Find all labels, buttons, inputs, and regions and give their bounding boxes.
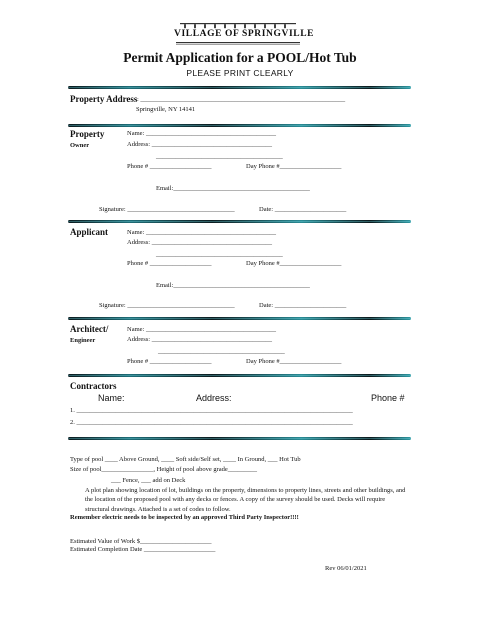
divider-bar <box>68 437 411 440</box>
applicant-signature-field[interactable]: Signature: _________________________________ <box>99 302 235 309</box>
owner-day-phone-field[interactable]: Day Phone #___________________ <box>246 163 342 170</box>
applicant-email-field[interactable]: Email:__________________________________________ <box>156 282 310 289</box>
owner-label: Property <box>70 129 105 139</box>
applicant-label: Applicant <box>70 227 109 237</box>
revision-date: Rev 06/01/2021 <box>325 565 367 572</box>
contractors-address-header: Address: <box>196 393 232 403</box>
applicant-date-field[interactable]: Date: ______________________ <box>259 302 347 309</box>
property-address-field[interactable]: : _______________________________________________________________ <box>137 96 346 103</box>
plot-plan-note: A plot plan showing location of lot, buildings on the property, dimensions to property lines, streets and other buildings, and the location of the proposed pool with any decks or fences. A copy of the survey should be used. Decks will require structural drawings. Attached is a set of codes to follow. <box>85 487 406 513</box>
architect-address2-field[interactable]: _______________________________________ <box>158 348 285 355</box>
owner-name-field[interactable]: Name: ________________________________________ <box>127 130 276 137</box>
owner-date-field[interactable]: Date: ______________________ <box>259 206 347 213</box>
architect-phone-field[interactable]: Phone # ___________________ <box>127 358 212 365</box>
owner-signature-field[interactable]: Signature: _________________________________ <box>99 206 235 213</box>
divider-bar <box>68 374 411 377</box>
divider-bar <box>68 317 411 320</box>
electric-note: Remember electric needs to be inspected by an approved Third Party Inspector!!!! <box>70 514 299 521</box>
contractors-label: Contractors <box>70 381 117 391</box>
page-subtitle: PLEASE PRINT CLEARLY <box>186 68 294 78</box>
logo-text: VILLAGE OF SPRINGVILLE <box>174 29 315 39</box>
owner-address-field[interactable]: Address: _____________________________________ <box>127 141 272 148</box>
owner-address2-field[interactable]: _______________________________________ <box>156 153 283 160</box>
property-address-label: Property Address <box>70 94 138 104</box>
property-city: Springville, NY 14141 <box>136 106 196 113</box>
divider-bar <box>68 124 411 127</box>
owner-phone-field[interactable]: Phone # ___________________ <box>127 163 212 170</box>
applicant-address2-field[interactable]: _______________________________________ <box>156 251 283 258</box>
contractors-name-header: Name: <box>98 393 125 403</box>
fence-deck-line[interactable]: ___ Fence, ___ add on Deck <box>111 477 186 484</box>
divider-bar <box>68 86 411 89</box>
page-title: Permit Application for a POOL/Hot Tub <box>123 50 357 65</box>
contractor-row-1[interactable]: 1. _____________________________________________________________________________________ <box>70 407 353 414</box>
estimated-completion-field[interactable]: Estimated Completion Date ______________________ <box>70 546 216 553</box>
architect-sublabel: Engineer <box>70 337 96 344</box>
divider-bar <box>68 220 411 223</box>
applicant-address-field[interactable]: Address: _____________________________________ <box>127 239 272 246</box>
village-logo <box>174 22 315 46</box>
owner-sublabel: Owner <box>70 142 90 149</box>
contractor-row-2[interactable]: 2. _____________________________________________________________________________________ <box>70 419 353 426</box>
owner-email-field[interactable]: Email:__________________________________________ <box>156 185 310 192</box>
estimated-value-field[interactable]: Estimated Value of Work $______________________ <box>70 538 212 545</box>
architect-address-field[interactable]: Address: _____________________________________ <box>127 336 272 343</box>
applicant-day-phone-field[interactable]: Day Phone #___________________ <box>246 260 342 267</box>
architect-label: Architect/ <box>70 324 109 334</box>
contractors-phone-header: Phone # <box>371 393 405 403</box>
pool-size-line[interactable]: Size of pool________________, Height of pool above grade_________ <box>70 466 258 473</box>
applicant-phone-field[interactable]: Phone # ___________________ <box>127 260 212 267</box>
pool-type-line[interactable]: Type of pool ____ Above Ground, ____ Soft side/Self set, ____ In Ground, ___ Hot Tub <box>70 456 301 463</box>
applicant-name-field[interactable]: Name: ________________________________________ <box>127 229 276 236</box>
architect-day-phone-field[interactable]: Day Phone #___________________ <box>246 358 342 365</box>
architect-name-field[interactable]: Name: ________________________________________ <box>127 326 276 333</box>
